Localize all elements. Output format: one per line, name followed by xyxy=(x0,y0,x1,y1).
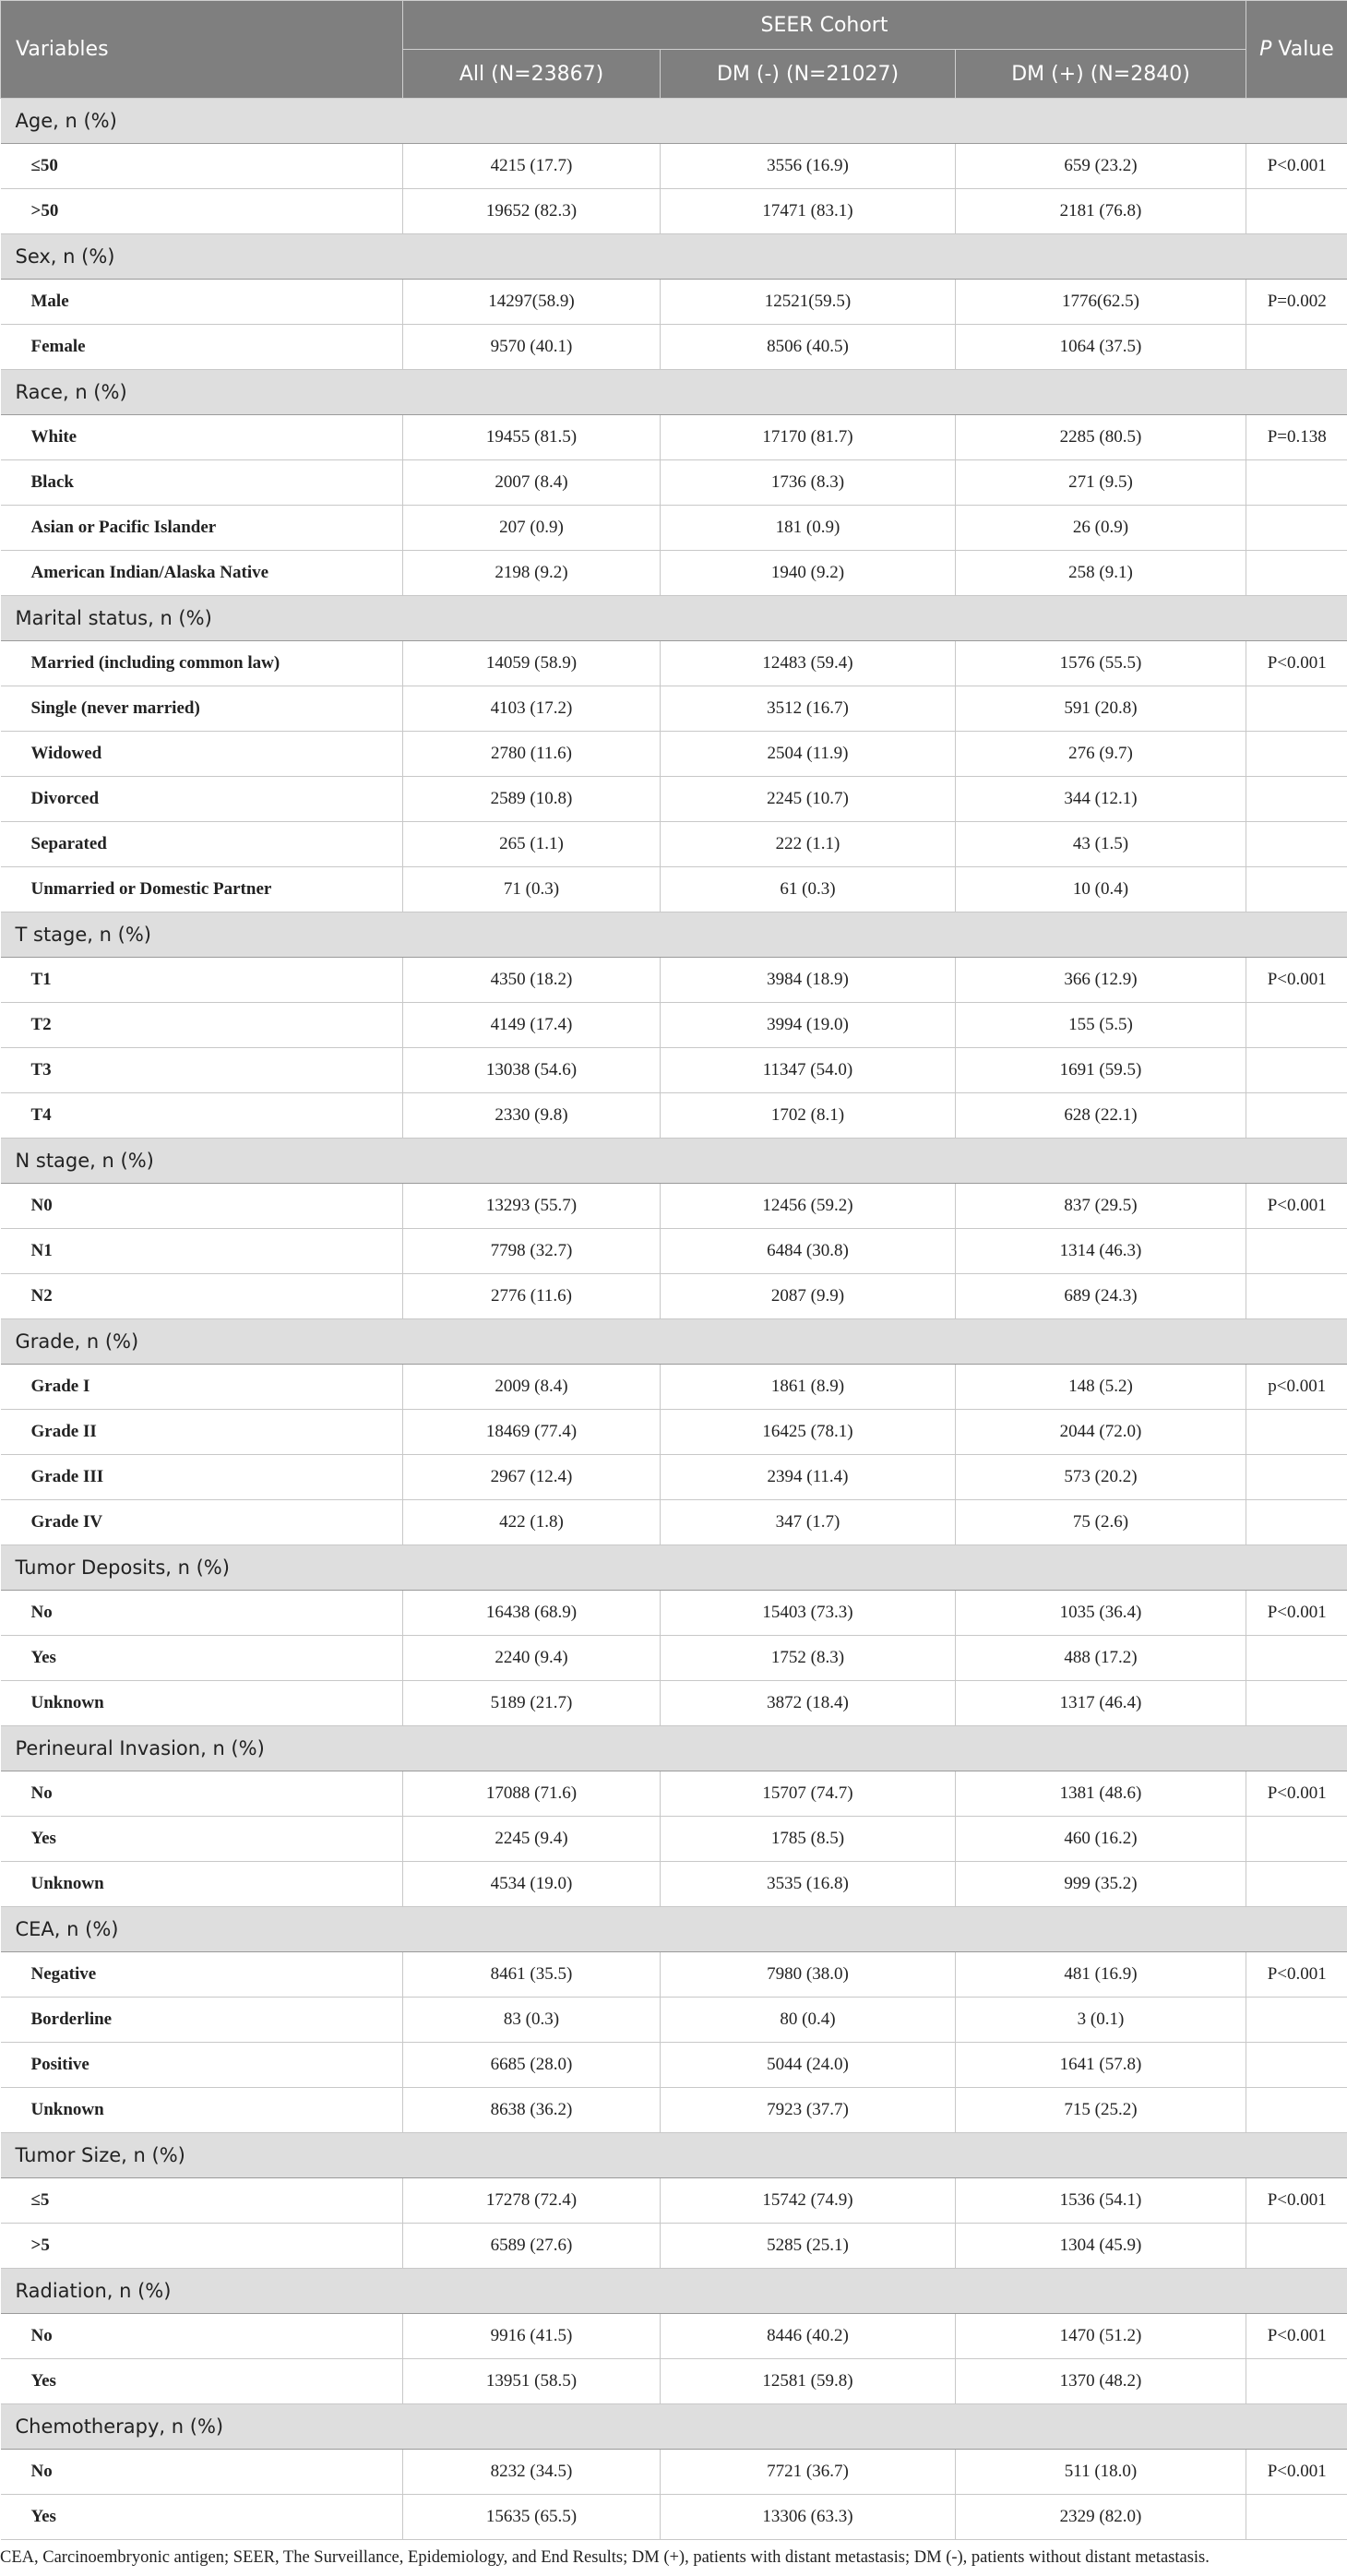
cell-dm-negative: 3994 (19.0) xyxy=(661,1003,956,1048)
header-p-italic: P xyxy=(1259,38,1272,61)
cell-dm-positive: 1035 (36.4) xyxy=(956,1591,1246,1636)
table-row xyxy=(1,2495,1347,2540)
cell-all: 207 (0.9) xyxy=(403,506,661,551)
cell-p-value: p<0.001 xyxy=(1246,1365,1347,1410)
cell-all: 2245 (9.4) xyxy=(403,1817,661,1862)
cell-p-value xyxy=(1246,867,1347,912)
header-variables: Variables xyxy=(1,1,403,99)
row-label: No xyxy=(1,2450,403,2495)
table-row xyxy=(1,1365,1347,1410)
cell-dm-positive: 26 (0.9) xyxy=(956,506,1246,551)
cell-dm-negative: 8506 (40.5) xyxy=(661,325,956,370)
cell-all: 2330 (9.8) xyxy=(403,1093,661,1139)
cell-dm-positive: 1381 (48.6) xyxy=(956,1771,1246,1817)
cell-dm-positive: 1536 (54.1) xyxy=(956,2178,1246,2224)
cell-dm-negative: 12521(59.5) xyxy=(661,280,956,325)
cell-p-value xyxy=(1246,1817,1347,1862)
cell-dm-negative: 12483 (59.4) xyxy=(661,641,956,686)
row-label: ≤50 xyxy=(1,144,403,189)
row-label: >5 xyxy=(1,2224,403,2269)
cell-dm-positive: 659 (23.2) xyxy=(956,144,1246,189)
cell-p-value xyxy=(1246,1455,1347,1500)
cell-dm-negative: 3512 (16.7) xyxy=(661,686,956,732)
table-row xyxy=(1,280,1347,325)
cell-all: 13038 (54.6) xyxy=(403,1048,661,1093)
cell-dm-positive: 837 (29.5) xyxy=(956,1184,1246,1229)
header-row-top xyxy=(1,1,1347,50)
cell-p-value: P<0.001 xyxy=(1246,1184,1347,1229)
table-row xyxy=(1,1636,1347,1681)
row-label: Unmarried or Domestic Partner xyxy=(1,867,403,912)
row-label: No xyxy=(1,2314,403,2359)
cell-dm-positive: 2044 (72.0) xyxy=(956,1410,1246,1455)
cell-p-value xyxy=(1246,2495,1347,2540)
section-header-row xyxy=(1,1319,1347,1365)
cell-all: 4534 (19.0) xyxy=(403,1862,661,1907)
row-label: Grade IV xyxy=(1,1500,403,1545)
table-row xyxy=(1,1817,1347,1862)
row-label: Yes xyxy=(1,1636,403,1681)
header-p-value xyxy=(1246,1,1347,99)
section-header-row xyxy=(1,99,1347,144)
cell-dm-positive: 573 (20.2) xyxy=(956,1455,1246,1500)
cell-dm-negative: 5044 (24.0) xyxy=(661,2043,956,2088)
section-title: Age, n (%) xyxy=(1,99,1347,144)
cell-dm-positive: 1470 (51.2) xyxy=(956,2314,1246,2359)
row-label: T2 xyxy=(1,1003,403,1048)
cell-p-value: P<0.001 xyxy=(1246,2450,1347,2495)
cell-dm-positive: 689 (24.3) xyxy=(956,1274,1246,1319)
cell-all: 8638 (36.2) xyxy=(403,2088,661,2133)
cell-all: 6685 (28.0) xyxy=(403,2043,661,2088)
table-row xyxy=(1,1862,1347,1907)
cell-p-value xyxy=(1246,1998,1347,2043)
cell-all: 19455 (81.5) xyxy=(403,415,661,460)
cell-dm-negative: 181 (0.9) xyxy=(661,506,956,551)
table-row xyxy=(1,1998,1347,2043)
table-row xyxy=(1,641,1347,686)
section-title: Chemotherapy, n (%) xyxy=(1,2404,1347,2450)
table-row xyxy=(1,2088,1347,2133)
table-row xyxy=(1,460,1347,506)
section-title: Tumor Deposits, n (%) xyxy=(1,1545,1347,1591)
cell-dm-negative: 1861 (8.9) xyxy=(661,1365,956,1410)
cell-dm-positive: 155 (5.5) xyxy=(956,1003,1246,1048)
cell-dm-positive: 1317 (46.4) xyxy=(956,1681,1246,1726)
row-label: No xyxy=(1,1771,403,1817)
cell-all: 2240 (9.4) xyxy=(403,1636,661,1681)
table-body xyxy=(1,99,1347,2540)
row-label: Positive xyxy=(1,2043,403,2088)
cell-dm-positive: 3 (0.1) xyxy=(956,1998,1246,2043)
cell-dm-negative: 11347 (54.0) xyxy=(661,1048,956,1093)
row-label: Unknown xyxy=(1,2088,403,2133)
cell-dm-positive: 2285 (80.5) xyxy=(956,415,1246,460)
cell-p-value xyxy=(1246,1500,1347,1545)
row-label: >50 xyxy=(1,189,403,234)
row-label: Borderline xyxy=(1,1998,403,2043)
table-row xyxy=(1,2178,1347,2224)
cell-p-value: P<0.001 xyxy=(1246,144,1347,189)
table-row xyxy=(1,551,1347,596)
header-dm-negative: DM (-) (N=21027) xyxy=(661,50,956,99)
cell-dm-negative: 2394 (11.4) xyxy=(661,1455,956,1500)
table-row xyxy=(1,1048,1347,1093)
section-header-row xyxy=(1,1139,1347,1184)
section-title: T stage, n (%) xyxy=(1,912,1347,958)
row-label: Married (including common law) xyxy=(1,641,403,686)
cell-dm-positive: 271 (9.5) xyxy=(956,460,1246,506)
table-row xyxy=(1,1455,1347,1500)
cell-p-value xyxy=(1246,506,1347,551)
table-row xyxy=(1,1229,1347,1274)
cell-dm-positive: 1776(62.5) xyxy=(956,280,1246,325)
section-title: Race, n (%) xyxy=(1,370,1347,415)
cell-all: 2589 (10.8) xyxy=(403,777,661,822)
cell-dm-positive: 488 (17.2) xyxy=(956,1636,1246,1681)
cell-dm-negative: 3872 (18.4) xyxy=(661,1681,956,1726)
table-row xyxy=(1,777,1347,822)
cell-p-value: P=0.002 xyxy=(1246,280,1347,325)
cell-p-value: P<0.001 xyxy=(1246,1771,1347,1817)
cell-all: 4149 (17.4) xyxy=(403,1003,661,1048)
section-header-row xyxy=(1,1907,1347,1952)
table-row xyxy=(1,2314,1347,2359)
cell-dm-negative: 12581 (59.8) xyxy=(661,2359,956,2404)
cell-all: 16438 (68.9) xyxy=(403,1591,661,1636)
cell-dm-negative: 1702 (8.1) xyxy=(661,1093,956,1139)
cell-all: 18469 (77.4) xyxy=(403,1410,661,1455)
section-header-row xyxy=(1,1726,1347,1771)
cell-all: 2776 (11.6) xyxy=(403,1274,661,1319)
cell-dm-positive: 715 (25.2) xyxy=(956,2088,1246,2133)
row-label: N0 xyxy=(1,1184,403,1229)
section-title: Perineural Invasion, n (%) xyxy=(1,1726,1347,1771)
cell-dm-negative: 13306 (63.3) xyxy=(661,2495,956,2540)
section-header-row xyxy=(1,234,1347,280)
cell-dm-negative: 1736 (8.3) xyxy=(661,460,956,506)
cell-dm-positive: 1064 (37.5) xyxy=(956,325,1246,370)
table-row xyxy=(1,732,1347,777)
section-header-row xyxy=(1,596,1347,641)
cell-dm-positive: 1576 (55.5) xyxy=(956,641,1246,686)
row-label: Single (never married) xyxy=(1,686,403,732)
row-label: Yes xyxy=(1,2359,403,2404)
section-title: Marital status, n (%) xyxy=(1,596,1347,641)
section-title: Radiation, n (%) xyxy=(1,2269,1347,2314)
cell-p-value xyxy=(1246,1229,1347,1274)
cell-dm-negative: 15742 (74.9) xyxy=(661,2178,956,2224)
cell-dm-negative: 16425 (78.1) xyxy=(661,1410,956,1455)
cell-dm-positive: 344 (12.1) xyxy=(956,777,1246,822)
cell-dm-positive: 75 (2.6) xyxy=(956,1500,1246,1545)
cell-all: 14059 (58.9) xyxy=(403,641,661,686)
cell-all: 15635 (65.5) xyxy=(403,2495,661,2540)
cell-p-value: P<0.001 xyxy=(1246,1952,1347,1998)
cell-all: 6589 (27.6) xyxy=(403,2224,661,2269)
table-row xyxy=(1,144,1347,189)
cell-dm-negative: 222 (1.1) xyxy=(661,822,956,867)
table-row xyxy=(1,2450,1347,2495)
cell-dm-negative: 15707 (74.7) xyxy=(661,1771,956,1817)
row-label: Female xyxy=(1,325,403,370)
cell-p-value: P=0.138 xyxy=(1246,415,1347,460)
header-p-rest: Value xyxy=(1271,38,1334,61)
row-label: Grade I xyxy=(1,1365,403,1410)
cell-dm-positive: 258 (9.1) xyxy=(956,551,1246,596)
cell-all: 17278 (72.4) xyxy=(403,2178,661,2224)
section-header-row xyxy=(1,370,1347,415)
cell-dm-positive: 628 (22.1) xyxy=(956,1093,1246,1139)
cell-dm-positive: 1314 (46.3) xyxy=(956,1229,1246,1274)
cell-dm-positive: 460 (16.2) xyxy=(956,1817,1246,1862)
row-label: White xyxy=(1,415,403,460)
cell-dm-negative: 2087 (9.9) xyxy=(661,1274,956,1319)
table-row xyxy=(1,1274,1347,1319)
row-label: Grade III xyxy=(1,1455,403,1500)
cell-p-value: P<0.001 xyxy=(1246,641,1347,686)
cell-all: 9916 (41.5) xyxy=(403,2314,661,2359)
cell-p-value xyxy=(1246,2088,1347,2133)
table-row xyxy=(1,958,1347,1003)
cell-p-value xyxy=(1246,2224,1347,2269)
section-title: Grade, n (%) xyxy=(1,1319,1347,1365)
cell-p-value xyxy=(1246,1003,1347,1048)
cell-all: 17088 (71.6) xyxy=(403,1771,661,1817)
cell-dm-positive: 591 (20.8) xyxy=(956,686,1246,732)
cell-dm-negative: 17471 (83.1) xyxy=(661,189,956,234)
row-label: Yes xyxy=(1,1817,403,1862)
section-header-row xyxy=(1,2133,1347,2178)
cell-p-value xyxy=(1246,325,1347,370)
cell-all: 2007 (8.4) xyxy=(403,460,661,506)
row-label: T1 xyxy=(1,958,403,1003)
cell-all: 8461 (35.5) xyxy=(403,1952,661,1998)
table-row xyxy=(1,686,1347,732)
cell-all: 8232 (34.5) xyxy=(403,2450,661,2495)
cell-dm-negative: 1752 (8.3) xyxy=(661,1636,956,1681)
cell-p-value: P<0.001 xyxy=(1246,1591,1347,1636)
cell-p-value xyxy=(1246,1681,1347,1726)
cell-all: 14297(58.9) xyxy=(403,280,661,325)
cell-dm-positive: 2329 (82.0) xyxy=(956,2495,1246,2540)
table-row xyxy=(1,506,1347,551)
cell-dm-negative: 15403 (73.3) xyxy=(661,1591,956,1636)
row-label: Divorced xyxy=(1,777,403,822)
cell-p-value: P<0.001 xyxy=(1246,958,1347,1003)
cell-dm-positive: 1641 (57.8) xyxy=(956,2043,1246,2088)
cell-dm-positive: 10 (0.4) xyxy=(956,867,1246,912)
cell-p-value: P<0.001 xyxy=(1246,2178,1347,2224)
cell-p-value: P<0.001 xyxy=(1246,2314,1347,2359)
section-header-row xyxy=(1,912,1347,958)
cell-all: 71 (0.3) xyxy=(403,867,661,912)
cell-dm-negative: 3556 (16.9) xyxy=(661,144,956,189)
row-label: Widowed xyxy=(1,732,403,777)
cell-p-value xyxy=(1246,1093,1347,1139)
cell-dm-negative: 8446 (40.2) xyxy=(661,2314,956,2359)
table-row xyxy=(1,867,1347,912)
section-title: CEA, n (%) xyxy=(1,1907,1347,1952)
cell-all: 2967 (12.4) xyxy=(403,1455,661,1500)
table-row xyxy=(1,1184,1347,1229)
cell-all: 265 (1.1) xyxy=(403,822,661,867)
cell-p-value xyxy=(1246,1410,1347,1455)
cell-all: 5189 (21.7) xyxy=(403,1681,661,1726)
table-row xyxy=(1,1500,1347,1545)
cell-p-value xyxy=(1246,1636,1347,1681)
row-label: American Indian/Alaska Native xyxy=(1,551,403,596)
section-header-row xyxy=(1,1545,1347,1591)
row-label: Unknown xyxy=(1,1681,403,1726)
cell-dm-negative: 2504 (11.9) xyxy=(661,732,956,777)
cell-p-value xyxy=(1246,551,1347,596)
table-row xyxy=(1,1591,1347,1636)
section-title: Tumor Size, n (%) xyxy=(1,2133,1347,2178)
table-footnote: CEA, Carcinoembryonic antigen; SEER, The Surveillance, Epidemiology, and End Results; DM (+), patients with distant metastasis; DM (-), patients without distant metastasis. xyxy=(0,2548,1210,2567)
table-row xyxy=(1,822,1347,867)
table-row xyxy=(1,2224,1347,2269)
cell-p-value xyxy=(1246,1048,1347,1093)
cell-dm-positive: 43 (1.5) xyxy=(956,822,1246,867)
cell-dm-positive: 366 (12.9) xyxy=(956,958,1246,1003)
cell-dm-positive: 2181 (76.8) xyxy=(956,189,1246,234)
cell-all: 7798 (32.7) xyxy=(403,1229,661,1274)
cell-dm-negative: 6484 (30.8) xyxy=(661,1229,956,1274)
cell-dm-positive: 276 (9.7) xyxy=(956,732,1246,777)
cell-all: 2780 (11.6) xyxy=(403,732,661,777)
cell-dm-negative: 3984 (18.9) xyxy=(661,958,956,1003)
cell-all: 422 (1.8) xyxy=(403,1500,661,1545)
row-label: Yes xyxy=(1,2495,403,2540)
cell-all: 19652 (82.3) xyxy=(403,189,661,234)
table-row xyxy=(1,2359,1347,2404)
row-label: Unknown xyxy=(1,1862,403,1907)
cell-dm-positive: 511 (18.0) xyxy=(956,2450,1246,2495)
cell-p-value xyxy=(1246,2043,1347,2088)
table-row xyxy=(1,1093,1347,1139)
cell-p-value xyxy=(1246,822,1347,867)
row-label: Asian or Pacific Islander xyxy=(1,506,403,551)
header-all: All (N=23867) xyxy=(403,50,661,99)
cell-dm-negative: 5285 (25.1) xyxy=(661,2224,956,2269)
cell-dm-negative: 7980 (38.0) xyxy=(661,1952,956,1998)
cell-dm-negative: 7923 (37.7) xyxy=(661,2088,956,2133)
cell-all: 13951 (58.5) xyxy=(403,2359,661,2404)
table-row xyxy=(1,1771,1347,1817)
table-row xyxy=(1,1952,1347,1998)
cell-p-value xyxy=(1246,777,1347,822)
cell-p-value xyxy=(1246,1274,1347,1319)
cell-dm-negative: 3535 (16.8) xyxy=(661,1862,956,1907)
cell-dm-positive: 148 (5.2) xyxy=(956,1365,1246,1410)
cell-all: 4350 (18.2) xyxy=(403,958,661,1003)
cell-p-value xyxy=(1246,2359,1347,2404)
cell-dm-negative: 17170 (81.7) xyxy=(661,415,956,460)
section-header-row xyxy=(1,2269,1347,2314)
cell-all: 83 (0.3) xyxy=(403,1998,661,2043)
cell-dm-positive: 1304 (45.9) xyxy=(956,2224,1246,2269)
table-row xyxy=(1,1003,1347,1048)
row-label: Negative xyxy=(1,1952,403,1998)
cell-dm-negative: 347 (1.7) xyxy=(661,1500,956,1545)
cell-dm-positive: 999 (35.2) xyxy=(956,1862,1246,1907)
row-label: Separated xyxy=(1,822,403,867)
table-row xyxy=(1,325,1347,370)
cell-dm-negative: 80 (0.4) xyxy=(661,1998,956,2043)
cell-dm-positive: 1691 (59.5) xyxy=(956,1048,1246,1093)
cell-all: 2198 (9.2) xyxy=(403,551,661,596)
cell-dm-negative: 61 (0.3) xyxy=(661,867,956,912)
row-label: T4 xyxy=(1,1093,403,1139)
table-row xyxy=(1,1681,1347,1726)
row-label: Male xyxy=(1,280,403,325)
section-title: Sex, n (%) xyxy=(1,234,1347,280)
cell-p-value xyxy=(1246,460,1347,506)
cell-p-value xyxy=(1246,1862,1347,1907)
table-row xyxy=(1,2043,1347,2088)
cell-p-value xyxy=(1246,189,1347,234)
section-header-row xyxy=(1,2404,1347,2450)
cell-dm-negative: 12456 (59.2) xyxy=(661,1184,956,1229)
header-dm-positive: DM (+) (N=2840) xyxy=(956,50,1246,99)
header-seer-cohort: SEER Cohort xyxy=(403,1,1246,50)
cell-dm-negative: 7721 (36.7) xyxy=(661,2450,956,2495)
section-title: N stage, n (%) xyxy=(1,1139,1347,1184)
cell-p-value xyxy=(1246,686,1347,732)
cell-p-value xyxy=(1246,732,1347,777)
table-row xyxy=(1,415,1347,460)
cell-dm-negative: 1785 (8.5) xyxy=(661,1817,956,1862)
cell-all: 13293 (55.7) xyxy=(403,1184,661,1229)
row-label: Black xyxy=(1,460,403,506)
cell-all: 4215 (17.7) xyxy=(403,144,661,189)
cell-all: 2009 (8.4) xyxy=(403,1365,661,1410)
table-row xyxy=(1,189,1347,234)
row-label: No xyxy=(1,1591,403,1636)
cell-dm-negative: 2245 (10.7) xyxy=(661,777,956,822)
table-row xyxy=(1,1410,1347,1455)
row-label: T3 xyxy=(1,1048,403,1093)
row-label: ≤5 xyxy=(1,2178,403,2224)
cell-dm-positive: 1370 (48.2) xyxy=(956,2359,1246,2404)
cell-dm-positive: 481 (16.9) xyxy=(956,1952,1246,1998)
cell-all: 4103 (17.2) xyxy=(403,686,661,732)
row-label: N2 xyxy=(1,1274,403,1319)
cell-all: 9570 (40.1) xyxy=(403,325,661,370)
row-label: Grade II xyxy=(1,1410,403,1455)
cell-dm-negative: 1940 (9.2) xyxy=(661,551,956,596)
row-label: N1 xyxy=(1,1229,403,1274)
